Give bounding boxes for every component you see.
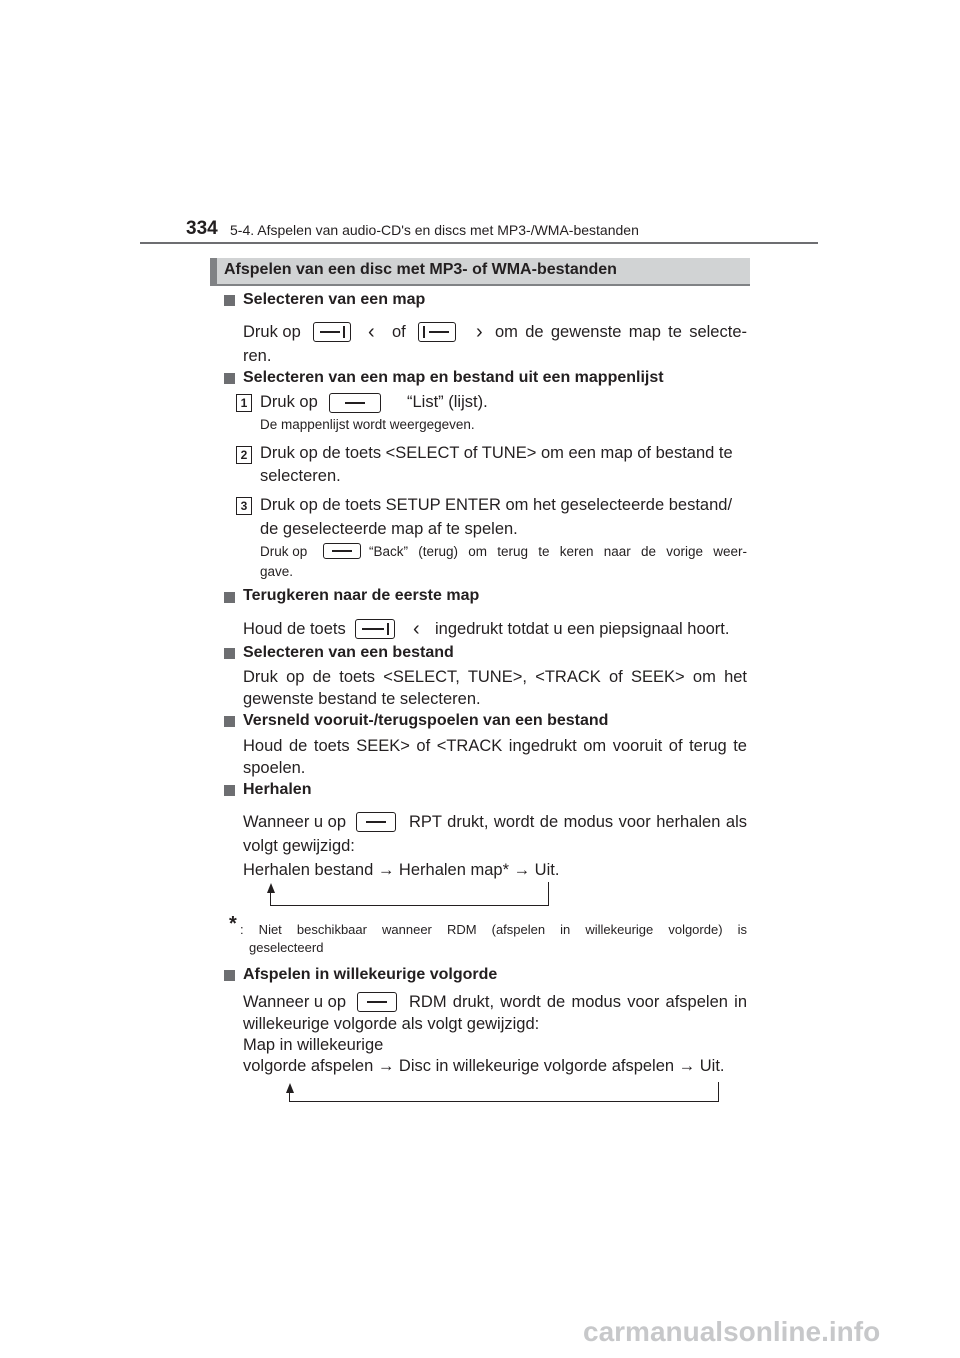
- watermark: carmanualsonline.info: [583, 1316, 881, 1347]
- folder-up-button-icon: [418, 322, 456, 342]
- chevron-left-icon: ‹: [368, 321, 375, 343]
- text: Druk op de toets <SELECT of TUNE> om een map of bestand te: [260, 444, 733, 462]
- chapter-title: 5-4. Afspelen van audio-CD's en discs met MP3-/WMA-bestanden: [230, 222, 639, 238]
- text: RPT drukt, wordt de modus voor herhalen als: [409, 813, 747, 831]
- section-title: Afspelen van een disc met MP3- of WMA-bestanden: [224, 261, 617, 278]
- bullet-icon: [224, 295, 235, 306]
- heading-repeat: Herhalen: [243, 781, 312, 798]
- arrow-up-icon: [267, 883, 275, 893]
- text: selecteren.: [260, 467, 341, 485]
- note: gave.: [260, 564, 294, 579]
- bullet-icon: [224, 373, 235, 384]
- text: Wanneer u op: [243, 813, 347, 831]
- text: Druk op de toets SETUP ENTER om het geselecteerde bestand/: [260, 496, 733, 514]
- text: Druk op: [243, 323, 301, 341]
- flow-line: [270, 890, 271, 906]
- section-accent: [210, 258, 217, 284]
- footnote: : Niet beschikbaar wanneer RDM (afspelen in willekeurige volgorde) is: [240, 922, 747, 937]
- list-button-icon: [329, 393, 381, 413]
- folder-down-button-icon: [355, 619, 395, 639]
- flow-line: [548, 882, 549, 906]
- text: “List” (lijst).: [407, 393, 488, 411]
- text: om de gewenste map te selecte-: [495, 323, 747, 341]
- bullet-icon: [224, 970, 235, 981]
- page-number: 334: [186, 218, 218, 239]
- rpt-button-icon: [356, 812, 396, 832]
- heading-select-file: Selecteren van een bestand: [243, 644, 454, 661]
- bullet-icon: [224, 648, 235, 659]
- flow-line: [289, 1101, 719, 1102]
- text: Houd de toets SEEK> of <TRACK ingedrukt om vooruit of terug te spoelen.: [243, 737, 747, 777]
- note: “Back” (terug) om terug te keren naar de vorige weer-: [369, 544, 747, 559]
- rdm-button-icon: [357, 992, 397, 1012]
- text: Houd de toets: [243, 620, 346, 638]
- text: ren.: [243, 347, 272, 365]
- header-rule: [140, 242, 818, 244]
- step-number: 3: [236, 497, 252, 515]
- flow-line: [270, 905, 549, 906]
- text: Wanneer u op: [243, 993, 347, 1011]
- step-number: 2: [236, 446, 252, 464]
- note: De mappenlijst wordt weergegeven.: [260, 417, 475, 432]
- heading-folder-list: Selecteren van een map en bestand uit een mappenlijst: [243, 369, 664, 386]
- flow-text: volgorde afspelen → Disc in willekeurige volgorde afspelen → Uit.: [243, 1057, 725, 1075]
- text: Map in willekeurige: [243, 1036, 384, 1054]
- text: ingedrukt totdat u een piepsignaal hoort.: [435, 620, 730, 638]
- flow-line: [718, 1082, 719, 1102]
- text: willekeurige volgorde als volgt gewijzigd:: [243, 1015, 540, 1033]
- section-header: [210, 258, 750, 286]
- heading-first-folder: Terugkeren naar de eerste map: [243, 587, 480, 604]
- footnote-mark: *: [229, 913, 237, 935]
- heading-select-folder: Selecteren van een map: [243, 291, 426, 308]
- step-number: 1: [236, 394, 252, 412]
- text: de geselecteerde map af te spelen.: [260, 520, 518, 538]
- text: Druk op: [260, 393, 318, 411]
- text: Druk op de toets <SELECT, TUNE>, <TRACK of SEEK> om het gewenste bestand te selecteren.: [243, 668, 747, 708]
- bullet-icon: [224, 592, 235, 603]
- flow-text: Herhalen bestand → Herhalen map* → Uit.: [243, 861, 560, 879]
- heading-random: Afspelen in willekeurige volgorde: [243, 966, 498, 983]
- heading-fast-forward: Versneld vooruit-/terugspoelen van een bestand: [243, 712, 609, 729]
- arrow-up-icon: [286, 1083, 294, 1093]
- footnote: geselecteerd: [249, 940, 324, 955]
- text: RDM drukt, wordt de modus voor afspelen in: [409, 993, 747, 1011]
- bullet-icon: [224, 785, 235, 796]
- chevron-left-icon: ‹: [413, 618, 420, 640]
- note: Druk op: [260, 544, 308, 559]
- folder-down-button-icon: [313, 322, 351, 342]
- bullet-icon: [224, 716, 235, 727]
- text: of: [392, 323, 406, 341]
- back-button-icon: [323, 543, 361, 559]
- chevron-right-icon: ›: [476, 321, 483, 343]
- text: volgt gewijzigd:: [243, 837, 355, 855]
